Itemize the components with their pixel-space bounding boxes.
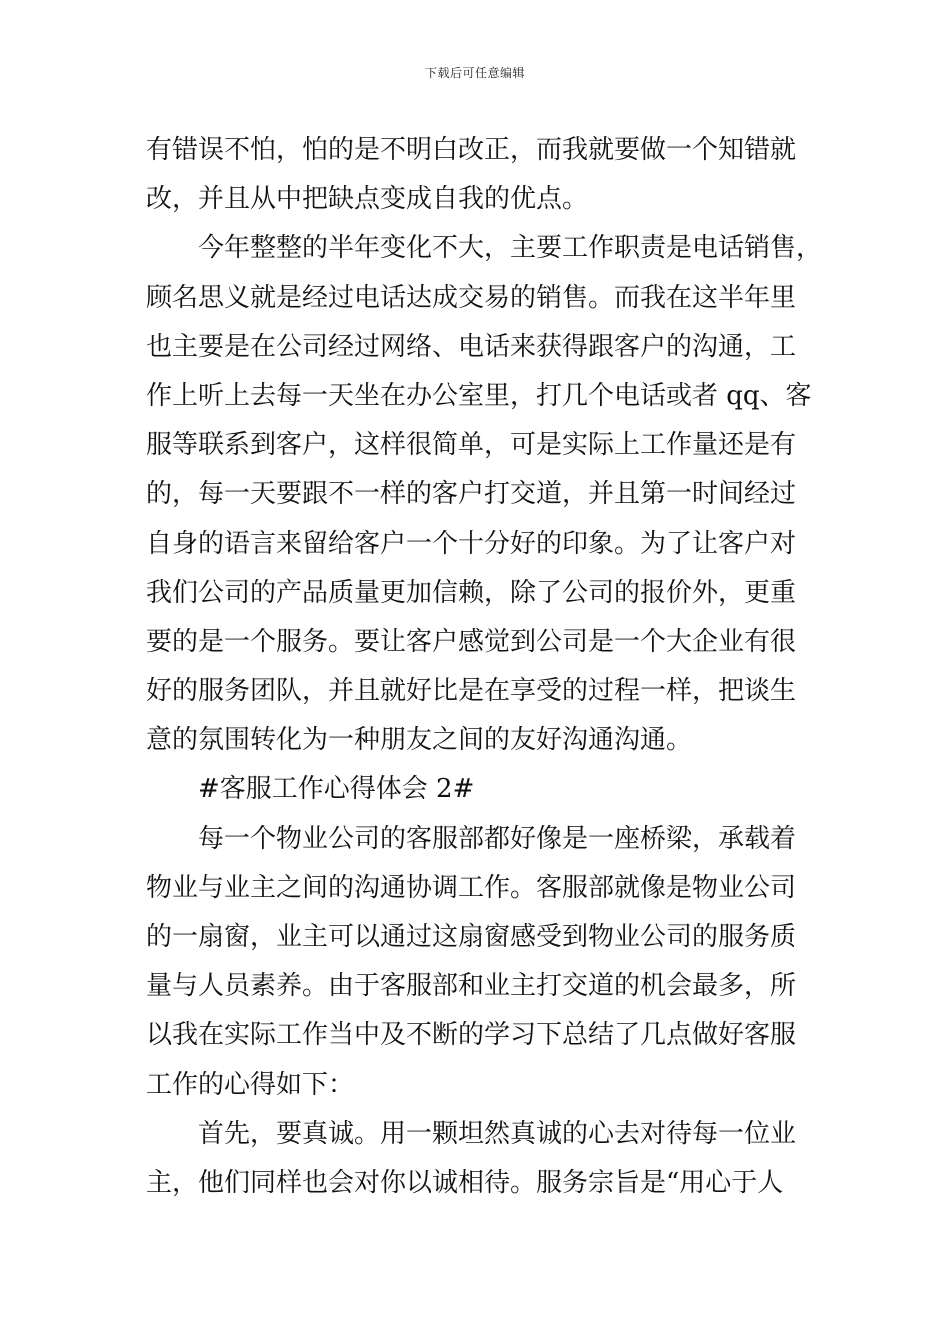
text-line: 作上听上去每一天坐在办公室里，打几个电话或者 qq、客 — [146, 380, 812, 411]
page-header: 下载后可任意编辑 — [424, 66, 525, 80]
text-line: 主，他们同样也会对你以诚相待。服务宗旨是“用心于人 — [146, 1167, 784, 1198]
text-line: 物业与业主之间的沟通协调工作。客服部就像是物业公司 — [146, 872, 797, 903]
text-line: 意的氛围转化为一种朋友之间的友好沟通沟通。 — [146, 725, 693, 756]
text-line: 要的是一个服务。要让客户感觉到公司是一个大企业有很 — [146, 626, 797, 657]
document-body — [146, 126, 823, 1208]
text-line: 也主要是在公司经过网络、电话来获得跟客户的沟通，工 — [146, 331, 797, 362]
paragraph-start-line: 首先，要真诚。用一颗坦然真诚的心去对待每一位业 — [198, 1118, 797, 1149]
text-line: 我们公司的产品质量更加信赖，除了公司的报价外，更重 — [146, 577, 797, 608]
paragraph-start-line: 今年整整的半年变化不大，主要工作职责是电话销售， — [198, 233, 823, 264]
section-heading: #客服工作心得体会 2# — [198, 774, 475, 805]
text-line: 的一扇窗，业主可以通过这扇窗感受到物业公司的服务质 — [146, 922, 797, 952]
text-line: 自身的语言来留给客户一个十分好的印象。为了让客户对 — [146, 528, 797, 559]
text-line: 服等联系到客户，这样很简单，可是实际上工作量还是有 — [146, 430, 797, 461]
paragraph-start-line: 每一个物业公司的客服部都好像是一座桥梁，承载着 — [198, 823, 797, 854]
text-line: 工作的心得如下： — [146, 1069, 355, 1100]
text-line: 以我在实际工作当中及不断的学习下总结了几点做好客服 — [146, 1020, 797, 1051]
text-line: 量与人员素养。由于客服部和业主打交道的机会最多，所 — [146, 971, 797, 1002]
text-line: 顾名思义就是经过电话达成交易的销售。而我在这半年里 — [146, 282, 797, 313]
text-line: 改，并且从中把缺点变成自我的优点。 — [146, 184, 589, 215]
text-line: 的，每一天要跟不一样的客户打交道，并且第一时间经过 — [146, 479, 797, 510]
text-line: 好的服务团队，并且就好比是在享受的过程一样，把谈生 — [146, 676, 797, 707]
text-line: 有错误不怕，怕的是不明白改正，而我就要做一个知错就 — [146, 135, 797, 165]
